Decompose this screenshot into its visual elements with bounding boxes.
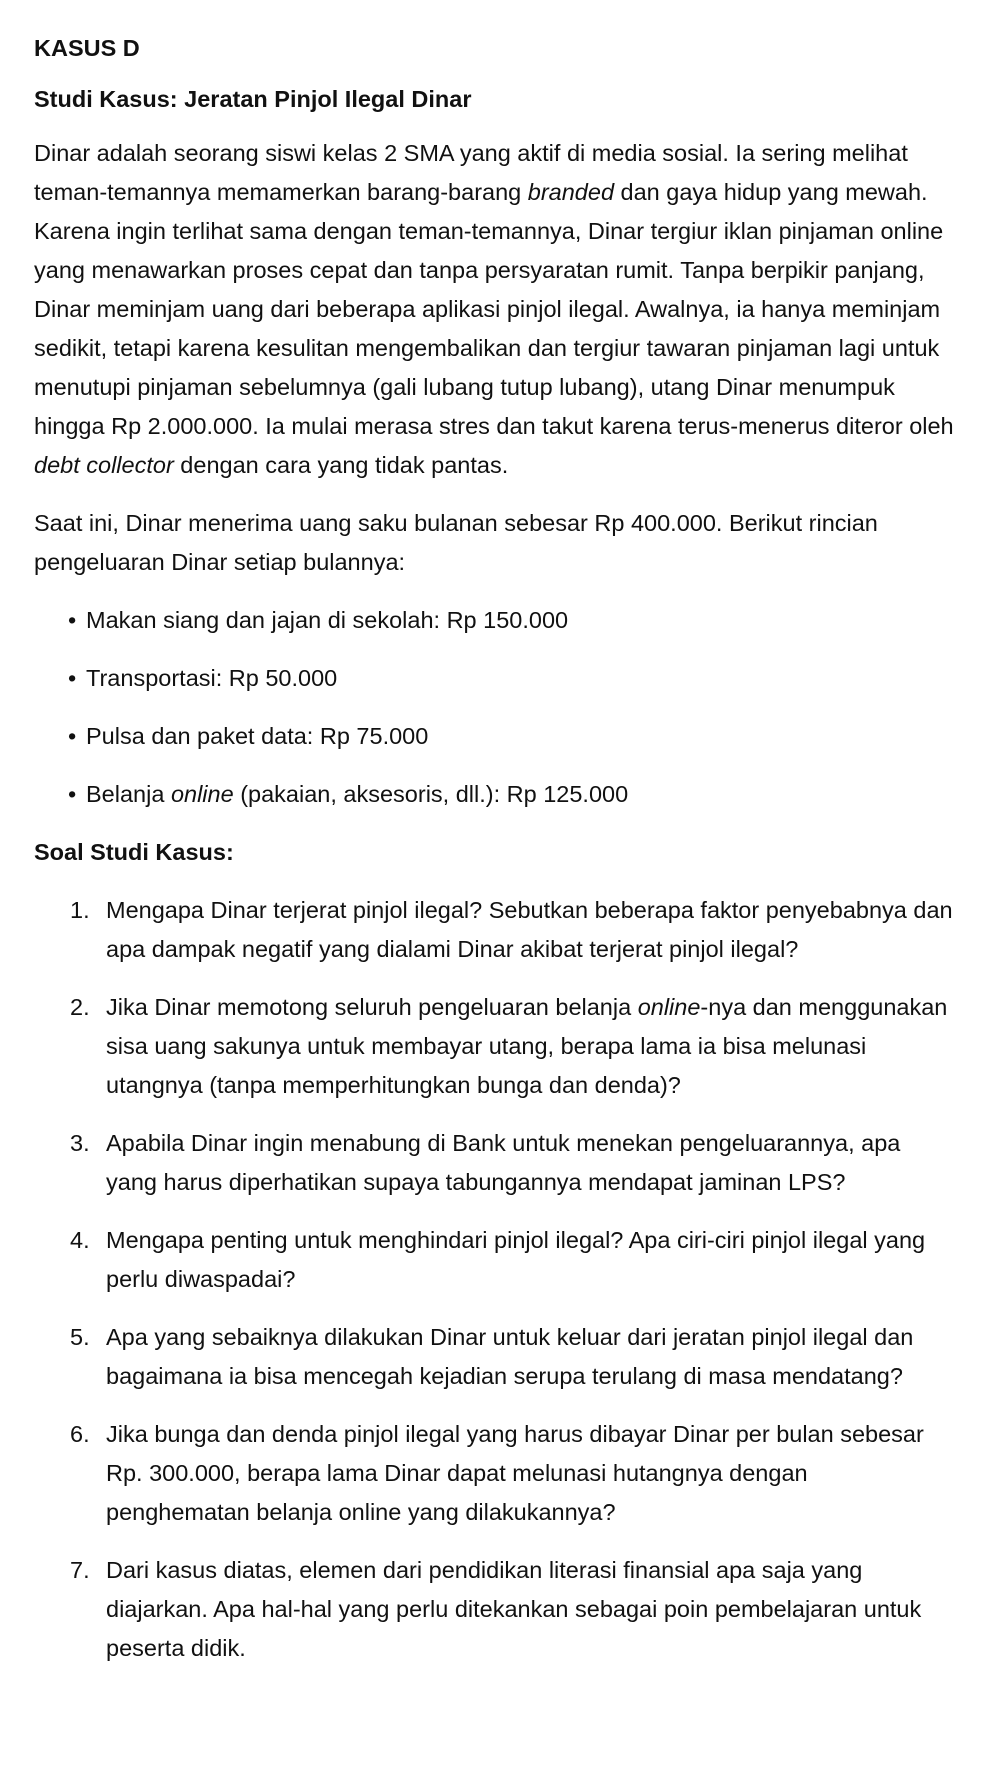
question-number: 5.: [70, 1324, 90, 1350]
bullet-marker: •: [68, 781, 77, 807]
question-item: [70, 1551, 955, 1668]
expense-item4-emphasis: online: [170, 781, 234, 807]
question2-text-2: -nya dan menggunakan sisa uang sakunya untuk membayar utang, berapa lama ia bisa melunasi utangnya (tanpa memperhitungkan bunga dan denda)?: [106, 994, 948, 1098]
case-title: Studi Kasus: Jeratan Pinjol Ilegal Dinar: [34, 86, 472, 112]
bullet-marker: •: [68, 665, 77, 691]
case-label: KASUS D: [34, 35, 140, 61]
question-number: 7.: [70, 1557, 90, 1583]
question-number: 4.: [70, 1227, 90, 1253]
question-text: Mengapa penting untuk menghindari pinjol ilegal? Apa ciri-ciri pinjol ilegal yang perlu diwaspadai?: [106, 1227, 926, 1292]
allowance-paragraph: Saat ini, Dinar menerima uang saku bulanan sebesar Rp 400.000. Berikut rincian pengeluaran Dinar setiap bulannya:: [34, 510, 878, 575]
question-text: Mengapa Dinar terjerat pinjol ilegal? Sebutkan beberapa faktor penyebabnya dan apa dampak negatif yang dialami Dinar akibat terjerat pinjol ilegal?: [106, 897, 953, 962]
question-number: 6.: [70, 1421, 90, 1447]
expense-item: [68, 717, 955, 756]
expense-item4-text-2: (pakaian, aksesoris, dll.): Rp 125.000: [233, 781, 629, 807]
question-text: Dari kasus diatas, elemen dari pendidikan literasi finansial apa saja yang diajarkan. Apa hal-hal yang perlu ditekankan sebagai poin pembelajaran untuk peserta didik.: [106, 1557, 922, 1661]
question-number: 2.: [70, 994, 90, 1020]
questions-heading: Soal Studi Kasus:: [34, 839, 234, 865]
question-item: [70, 988, 955, 1105]
question-text: Apa yang sebaiknya dilakukan Dinar untuk keluar dari jeratan pinjol ilegal dan bagaimana ia bisa mencegah kejadian serupa terulang di masa mendatang?: [106, 1324, 914, 1389]
expense-item-text: Makan siang dan jajan di sekolah: Rp 150.000: [86, 607, 569, 633]
expense-list: [34, 601, 955, 814]
paragraph1-text-3: dengan cara yang tidak pantas.: [173, 452, 509, 478]
bullet-marker: •: [68, 607, 77, 633]
paragraph1-emphasis-branded: branded: [527, 179, 615, 205]
question-list: [34, 891, 955, 1668]
question-text: Apabila Dinar ingin menabung di Bank untuk menekan pengeluarannya, apa yang harus diperhatikan supaya tabungannya mendapat jaminan LPS?: [106, 1130, 901, 1195]
case-description-paragraph: [34, 134, 955, 485]
paragraph1-emphasis-debt-collector: debt collector: [34, 452, 174, 478]
question-text: Jika bunga dan denda pinjol ilegal yang harus dibayar Dinar per bulan sebesar Rp. 300.000, berapa lama Dinar dapat melunasi hutangnya dengan penghematan belanja online yang dilakukannya?: [106, 1421, 924, 1525]
question-text: [106, 994, 947, 1098]
question2-text-1: Jika Dinar memotong seluruh pengeluaran belanja: [106, 994, 638, 1020]
question-number: 1.: [70, 897, 90, 923]
question-item: [70, 1318, 955, 1396]
question-item: [70, 1124, 955, 1202]
expense-item-text: [86, 781, 628, 807]
paragraph1-text-2: dan gaya hidup yang mewah. Karena ingin terlihat sama dengan teman-temannya, Dinar tergiur iklan pinjaman online yang menawarkan proses cepat dan tanpa persyaratan rumit. Tanpa berpikir panjang, Dinar meminjam uang dari beberapa aplikasi pinjol ilegal. Awalnya, ia hanya meminjam sedikit, tetapi karena kesulitan mengembalikan dan tergiur tawaran pinjaman lagi untuk menutupi pinjaman sebelumnya (gali lubang tutup lubang), utang Dinar menumpuk hingga Rp 2.000.000. Ia mulai merasa stres dan takut karena terus-menerus diteror oleh: [34, 179, 954, 439]
expense-item4-text-1: Belanja: [86, 781, 171, 807]
expense-item-text: Transportasi: Rp 50.000: [86, 665, 338, 691]
expense-item: [68, 601, 955, 640]
question-item: [70, 1221, 955, 1299]
expense-item: [68, 659, 955, 698]
expense-item-text: Pulsa dan paket data: Rp 75.000: [86, 723, 429, 749]
paragraph1-text-1: Dinar adalah seorang siswi kelas 2 SMA yang aktif di media sosial. Ia sering melihat teman-temannya memamerkan barang-barang: [34, 140, 908, 205]
expense-item: [68, 775, 955, 814]
question-number: 3.: [70, 1130, 90, 1156]
question-item: [70, 1415, 955, 1532]
question-item: [70, 891, 955, 969]
question2-emphasis: online: [637, 994, 701, 1020]
bullet-marker: •: [68, 723, 77, 749]
